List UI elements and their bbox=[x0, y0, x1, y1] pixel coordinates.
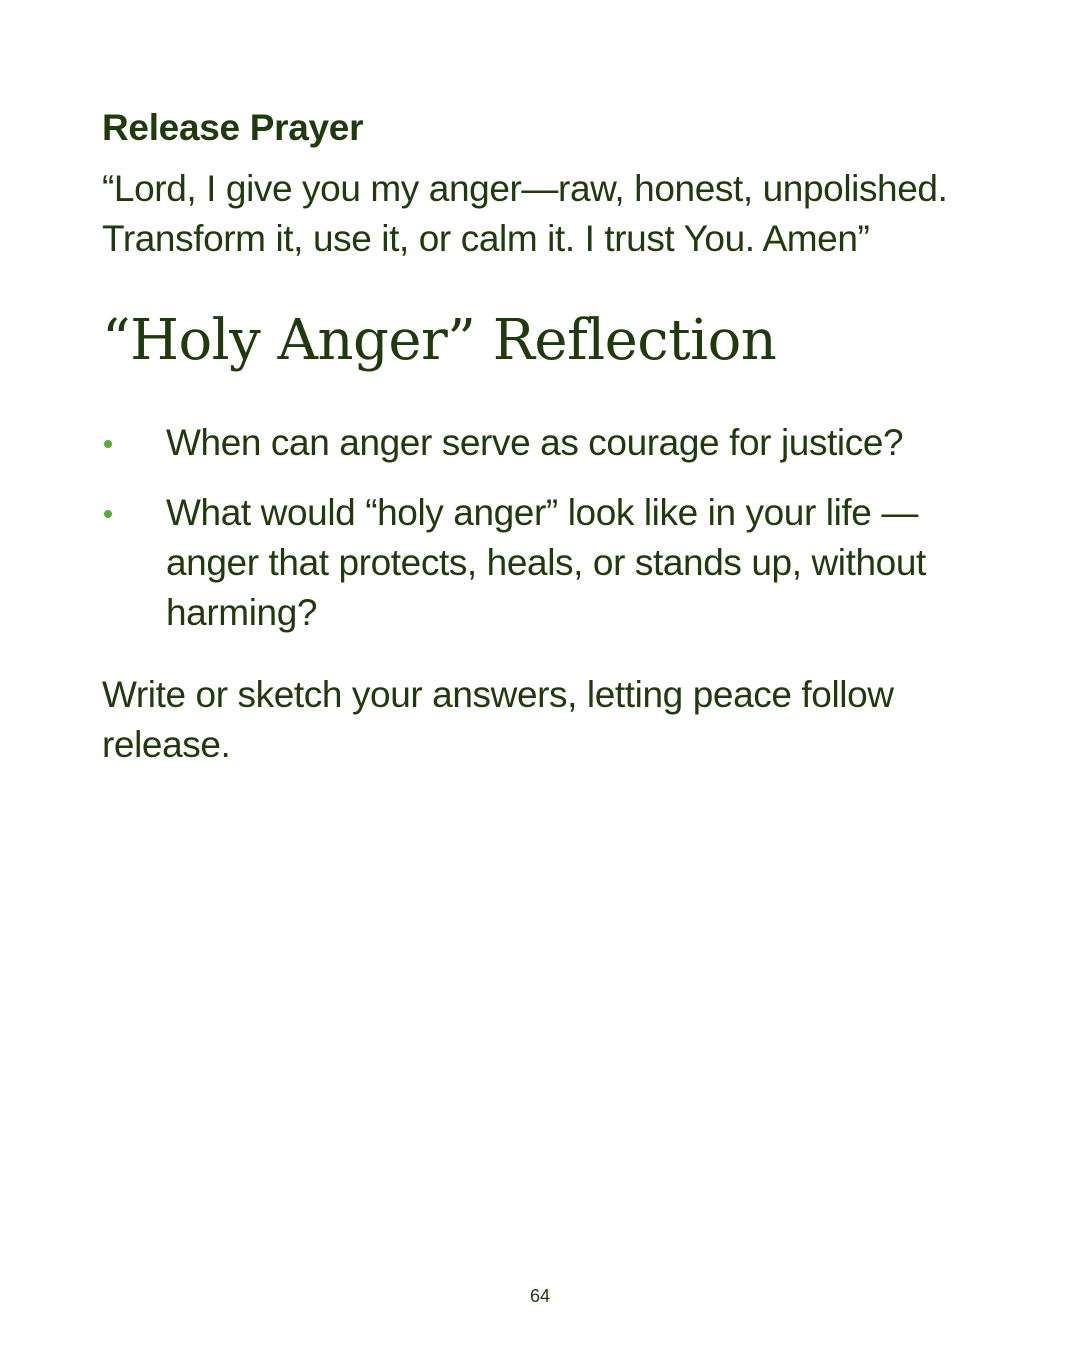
question-text: What would “holy anger” look like in your life —anger that protects, heals, or stands up, without harming? bbox=[166, 492, 926, 633]
bullet-icon bbox=[104, 510, 112, 518]
list-item bbox=[102, 488, 982, 638]
closing-instruction: Write or sketch your answers, letting peace follow release. bbox=[102, 674, 894, 765]
question-text: When can anger serve as courage for justice? bbox=[166, 422, 904, 463]
reflection-title: “Holy Anger” Reflection bbox=[102, 308, 777, 373]
page-content bbox=[102, 104, 982, 770]
release-prayer-text: “Lord, I give you my anger—raw, honest, unpolished. Transform it, use it, or calm it. I trust You. Amen” bbox=[102, 168, 948, 259]
reflection-questions-list bbox=[102, 418, 982, 638]
release-prayer-heading: Release Prayer bbox=[102, 107, 364, 148]
page-number: 64 bbox=[529, 1286, 551, 1306]
bullet-icon bbox=[104, 440, 112, 448]
list-item bbox=[102, 418, 982, 468]
